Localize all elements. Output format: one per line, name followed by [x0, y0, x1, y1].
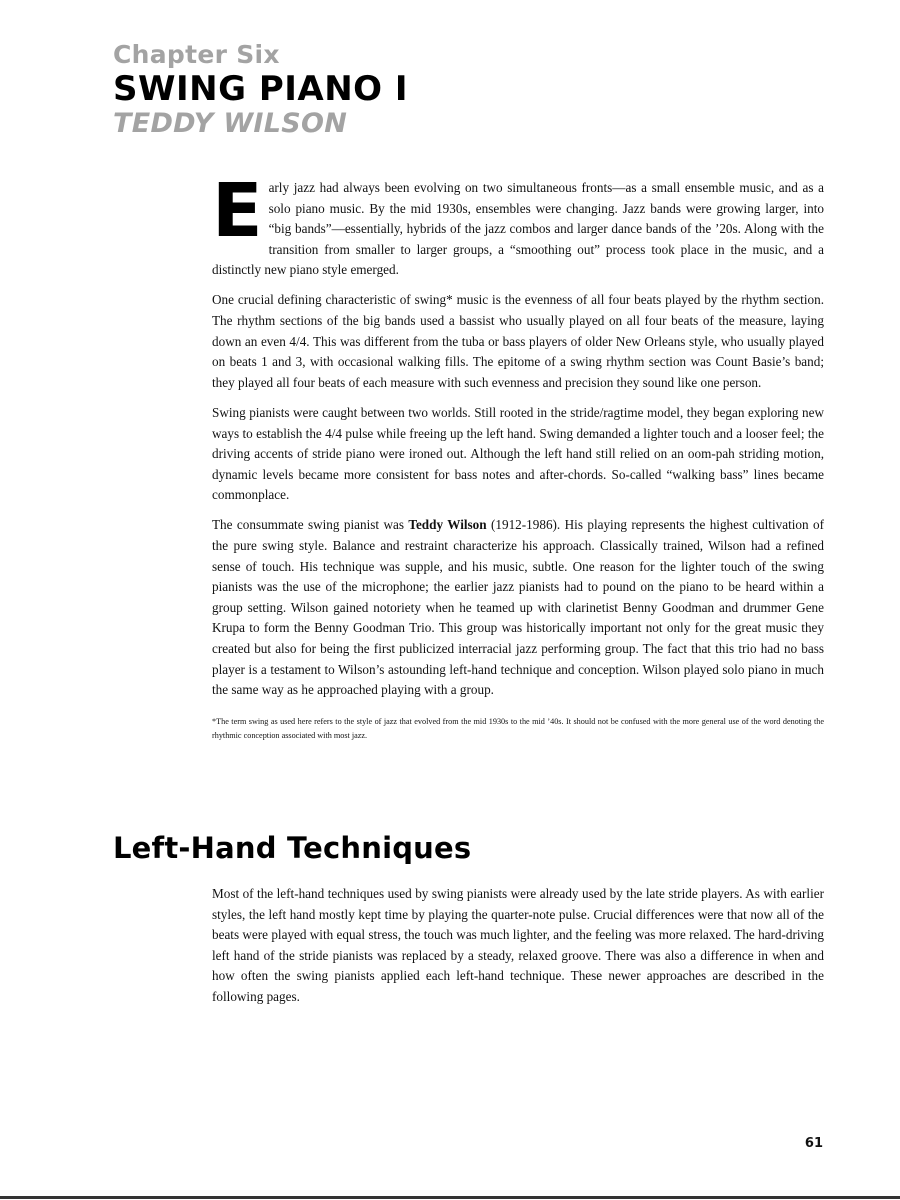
- paragraph-4-lead: The consummate swing pianist was: [212, 517, 409, 533]
- drop-cap: E: [212, 168, 263, 254]
- paragraph-2: One crucial defining characteristic of swing* music is the evenness of all four beats played by the rhythm section. The rhythm sections of the big bands used a bassist who usually played on all four beats of the measure, laying down an even 4/4. This was different from the tuba or bass players of older New Orleans style, who usually played on beats 1 and 3, with occasional walking fills. The epitome of a swing rhythm section was Count Basie’s band; they played all four beats of each measure with such evenness and precision they sound like one person.: [212, 292, 824, 390]
- chapter-header: [113, 40, 813, 140]
- paragraph-4: [212, 515, 824, 700]
- paragraph-1: [212, 168, 824, 281]
- section-heading: Left-Hand Techniques: [113, 831, 472, 865]
- footnote: *The term swing as used here refers to the style of jazz that evolved from the mid 1930s to the mid ’40s. It should not be confused with the more general use of the word denoting the rhythmic conception associated with most jazz.: [212, 716, 824, 740]
- section-text: [212, 884, 824, 1017]
- paragraph-1-text: arly jazz had always been evolving on two simultaneous fronts—as a small ensemble music, and as a solo piano music. By the mid 1930s, ensembles were changing. Jazz bands were growing larger, into “big bands”—essentially, hybrids of the jazz combos and larger dance bands of the ’20s. Along with the transition from smaller to larger groups, a “smoothing out” process took place in the music, and a distinctly new piano style emerged.: [212, 180, 824, 278]
- paragraph-3: Swing pianists were caught between two worlds. Still rooted in the stride/ragtime model, they began exploring new ways to establish the 4/4 pulse while freeing up the left hand. Swing demanded a lighter touch and a looser feel; the driving accents of stride piano were ironed out. Although the left hand still relied on an oom-pah striding motion, dynamic levels became more consistent for bass notes and after-chords. So-called “walking bass” lines became commonplace.: [212, 404, 824, 503]
- intro-text: [212, 168, 824, 752]
- chapter-subtitle: TEDDY WILSON: [113, 108, 348, 139]
- chapter-title: SWING PIANO I: [113, 69, 409, 109]
- page-number: 61: [804, 1136, 823, 1151]
- section-paragraph-1: Most of the left-hand techniques used by swing pianists were already used by the late stride players. As with earlier styles, the left hand mostly kept time by playing the quarter-note pulse. Crucial differences were that now all of the beats were played with equal stress, the touch was much lighter, and the feeling was more relaxed. The hard-driving left hand of the stride pianists was replaced by a steady, relaxed groove. There was also a difference in when and how often the swing pianists applied each left-hand technique. These newer approaches are described in the following pages.: [212, 886, 824, 1004]
- paragraph-4-rest: (1912-1986). His playing represents the highest cultivation of the pure swing style. Balance and restraint characterize his approach. Classically trained, Wilson had a refined sense of touch. His technique was supple, and his music, subtle. One reason for the lighter touch of the swing pianists was the use of the microphone; the earlier jazz pianists had to pound on the piano to be heard within a group setting. Wilson gained notoriety when he teamed up with clarinetist Benny Goodman and drummer Gene Krupa to form the Benny Goodman Trio. This group was historically important not only for the great music they created but also for being the first publicized interracial jazz performing group. The fact that this trio had no bass player is a testament to Wilson’s astounding left-hand technique and conception. Wilson played solo piano in much the same way as he approached playing with a group.: [212, 517, 824, 698]
- bottom-rule: [0, 1196, 900, 1199]
- chapter-label: Chapter Six: [113, 40, 280, 69]
- teddy-wilson-name: Teddy Wilson: [408, 517, 487, 533]
